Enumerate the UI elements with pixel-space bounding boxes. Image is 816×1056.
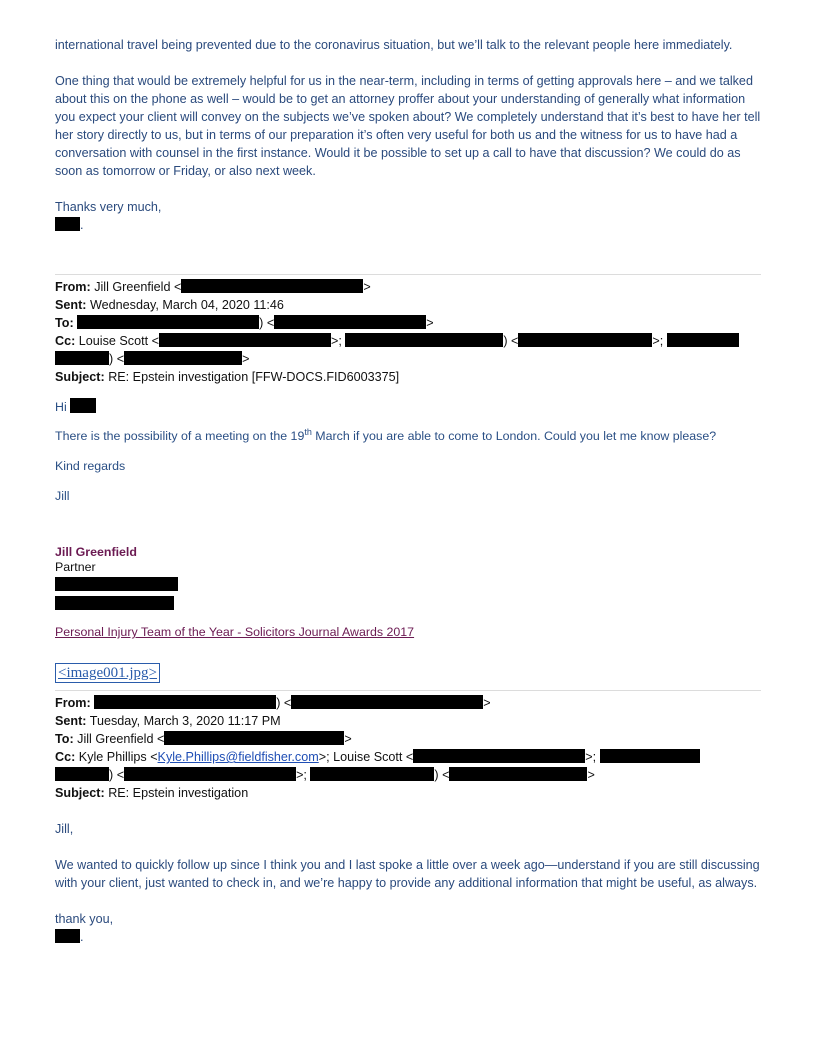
top-email-paragraph-2: One thing that would be extremely helpful for us in the near-term, including in terms of getting approvals here – and we talked about this on the phone as well – would be to get an attorney proffer about your understanding of generally what information you expect your client will convey on the subjects we’ve spoken about? We completely understand that it’s best to have her tell her story directly to us, but in terms of our preparation it’s often very useful for both us and the witness for us to have had a conversation with counsel in the first instance. Would it be possible to set up a call to have that discussion? We could do as soon as tomorrow or Friday, or also next week. (55, 74, 761, 178)
subject-line: Subject: RE: Epstein investigation [FFW-DOCS.FID6003375] (55, 370, 400, 384)
cc-line-continued: ) < > (55, 350, 761, 368)
from-line: From: ) < > (55, 696, 491, 710)
redaction-block (159, 333, 331, 347)
reply1-body: There is the possibility of a meeting on the 19th March if you are able to come to London. Could you let me know please? (55, 426, 717, 443)
top-email-paragraph-1: international travel being prevented due to the coronavirus situation, but we’ll talk to the relevant people here immediately. (55, 38, 733, 52)
award-link[interactable]: Personal Injury Team of the Year - Solicitors Journal Awards 2017 (55, 625, 415, 639)
reply1-signoff: Jill (55, 489, 70, 503)
signature-block (55, 544, 761, 641)
redaction-block (124, 351, 242, 365)
image-attachment-placeholder[interactable]: <image001.jpg> (55, 663, 160, 683)
from-line: From: Jill Greenfield < > (55, 280, 371, 294)
signature-name: Jill Greenfield (55, 545, 137, 559)
top-email-closing: Thanks very much, (55, 200, 162, 214)
redaction-block (345, 333, 503, 347)
reply2-body: We wanted to quickly follow up since I think you and I last spoke a little over a week ago—understand if you are still discussing with your client, just wanted to check in, and we’re happy to provide any additional information that might be useful, as always. (55, 858, 760, 890)
redaction-block (55, 577, 178, 591)
email-link[interactable]: Kyle.Phillips@fieldfisher.com (157, 750, 319, 764)
reply1-regards: Kind regards (55, 459, 126, 473)
redaction-block (55, 217, 80, 231)
redaction-block (77, 315, 259, 329)
cc-line-continued: ) < >; ) < > (55, 766, 761, 784)
redaction-block (55, 767, 109, 781)
redaction-block (55, 929, 80, 943)
redaction-block (55, 351, 109, 365)
email-header-1 (55, 278, 761, 386)
to-line: To: Jill Greenfield < > (55, 732, 352, 746)
subject-line: Subject: RE: Epstein investigation (55, 786, 249, 800)
reply2-greeting: Jill, (55, 822, 74, 836)
reply1-greeting: Hi (55, 398, 761, 415)
top-email-signature: . (55, 216, 761, 234)
redaction-block (164, 731, 344, 745)
redaction-block (600, 749, 700, 763)
redaction-block (94, 695, 276, 709)
email-header-2 (55, 694, 761, 802)
to-line: To: ) < > (55, 316, 434, 330)
redaction-block (124, 767, 296, 781)
redaction-block (70, 398, 96, 413)
redaction-block (449, 767, 587, 781)
redaction-block (181, 279, 363, 293)
redaction-block (274, 315, 426, 329)
reply2-signature: . (55, 928, 761, 946)
redaction-block (518, 333, 652, 347)
cc-line: Cc: Louise Scott < >; ) < >; (55, 332, 761, 350)
sent-line: Sent: Tuesday, March 3, 2020 11:17 PM (55, 714, 281, 728)
reply2-closing: thank you, (55, 912, 114, 926)
redaction-block (291, 695, 483, 709)
redaction-block (667, 333, 739, 347)
cc-line: Cc: Kyle Phillips <Kyle.Phillips@fieldfisher.com>; Louise Scott < >; (55, 748, 761, 766)
signature-title: Partner (55, 560, 96, 574)
redaction-block (413, 749, 585, 763)
redaction-block (55, 596, 174, 610)
email-document (55, 36, 761, 946)
sent-line: Sent: Wednesday, March 04, 2020 11:46 (55, 298, 284, 312)
redaction-block (310, 767, 434, 781)
